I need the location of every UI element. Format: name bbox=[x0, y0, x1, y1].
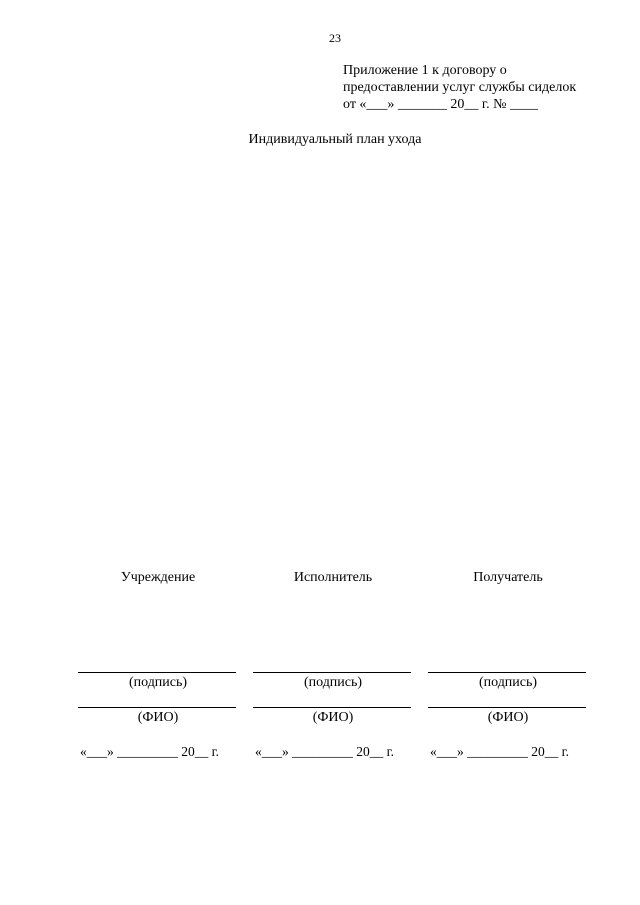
appendix-line-1: Приложение 1 к договору о bbox=[343, 63, 507, 78]
signature-line bbox=[78, 672, 236, 673]
signature-date: «___» _________ 20__ г. bbox=[255, 744, 395, 759]
signature-date: «___» _________ 20__ г. bbox=[80, 744, 220, 759]
signature-caption: (подпись) bbox=[478, 675, 538, 690]
appendix-line-3: от «___» _______ 20__ г. № ____ bbox=[343, 97, 538, 112]
name-line bbox=[428, 707, 586, 708]
page-number: 23 bbox=[329, 31, 341, 45]
signature-caption: (подпись) bbox=[303, 675, 363, 690]
name-caption: (ФИО) bbox=[312, 710, 354, 725]
signature-role: Исполнитель bbox=[293, 570, 373, 585]
signature-date: «___» _________ 20__ г. bbox=[430, 744, 570, 759]
appendix-block bbox=[343, 62, 576, 113]
name-line bbox=[253, 707, 411, 708]
signature-caption: (подпись) bbox=[128, 675, 188, 690]
signature-line bbox=[253, 672, 411, 673]
signature-role: Учреждение bbox=[120, 570, 196, 585]
appendix-line-2: предоставлении услуг службы сиделок bbox=[343, 80, 577, 95]
name-line bbox=[78, 707, 236, 708]
signature-role: Получатель bbox=[473, 570, 543, 585]
name-caption: (ФИО) bbox=[137, 710, 179, 725]
document-title: Индивидуальный план ухода bbox=[248, 132, 422, 147]
name-caption: (ФИО) bbox=[487, 710, 529, 725]
signature-line bbox=[428, 672, 586, 673]
